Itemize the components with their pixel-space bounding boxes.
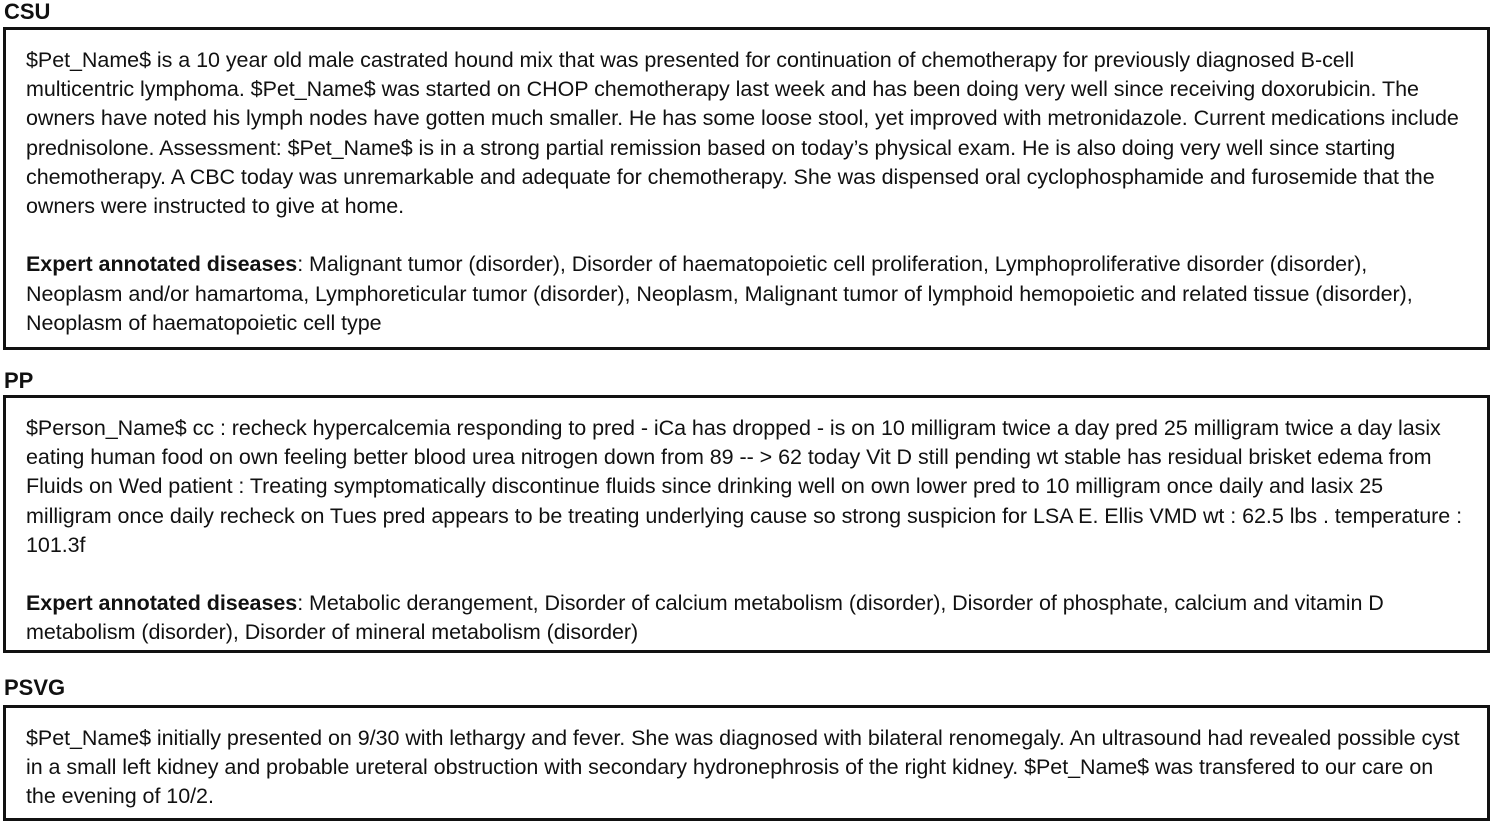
section-label-pp: PP (4, 368, 34, 393)
clinical-note: $Pet_Name$ is a 10 year old male castrated hound mix that was presented for continuation of chemotherapy for previously diagnosed B-cell multicentric lymphoma. $Pet_Name$ was started on CHOP chemotherapy last week and has been doing very well since receiving doxorubicin. The owners have noted his lymph nodes have gotten much smaller. He has some loose stool, yet improved with metronidazole. Current medications include prednisolone. Assessment: $Pet_Name$ is in a strong partial remission based on today’s physical exam. He is also doing very well since starting chemotherapy. A CBC today was unremarkable and adequate for chemotherapy. She was dispensed oral cyclophosphamide and furosemide that the owners were instructed to give at home. (26, 48, 1459, 219)
disease-annotation-label: Expert annotated diseases (26, 252, 298, 277)
disease-list: : Metabolic derangement, Disorder of calcium metabolism (disorder), Disorder of phosphate, calcium and vitamin D metabolism (disorder), Disorder of mineral metabolism (disorder) (26, 591, 1384, 645)
clinical-note: $Pet_Name$ initially presented on 9/30 with lethargy and fever. She was diagnosed with bilateral renomegaly. An ultrasound had revealed possible cyst in a small left kidney and probable ureteral obstruction with secondary hydronephrosis of the right kidney. $Pet_Name$ was transfered to our care on the evening of 10/2. (26, 726, 1460, 809)
disease-annotation (26, 250, 1467, 338)
section-label-psvg: PSVG (4, 675, 66, 700)
disease-list: : Malignant tumor (disorder), Disorder of haematopoietic cell proliferation, Lymphoproliferative disorder (disorder), Neoplasm and/or hamartoma, Lymphoreticular tumor (disorder), Neoplasm, Malignant tumor of lymphoid hemopoietic and related tissue (disorder), Neoplasm of haematopoietic cell type (26, 252, 1413, 335)
case-box-csu (3, 27, 1490, 350)
disease-annotation (26, 589, 1467, 647)
clinical-note: $Person_Name$ cc : recheck hypercalcemia responding to pred - iCa has dropped - is on 10 milligram twice a day pred 25 milligram twice a day lasix eating human food on own feeling better blood urea nitrogen down from 89 -- > 62 today Vit D still pending wt stable has residual brisket edema from Fluids on Wed patient : Treating symptomatically discontinue fluids since drinking well on own lower pred to 10 milligram once daily and lasix 25 milligram once daily recheck on Tues pred appears to be treating underlying cause so strong suspicion for LSA E. Ellis VMD wt : 62.5 lbs . temperature : 101.3f (26, 416, 1463, 557)
section-label-csu: CSU (4, 0, 51, 24)
case-box-pp (3, 395, 1490, 653)
case-box-psvg (3, 705, 1490, 821)
disease-annotation-label: Expert annotated diseases (26, 591, 298, 616)
